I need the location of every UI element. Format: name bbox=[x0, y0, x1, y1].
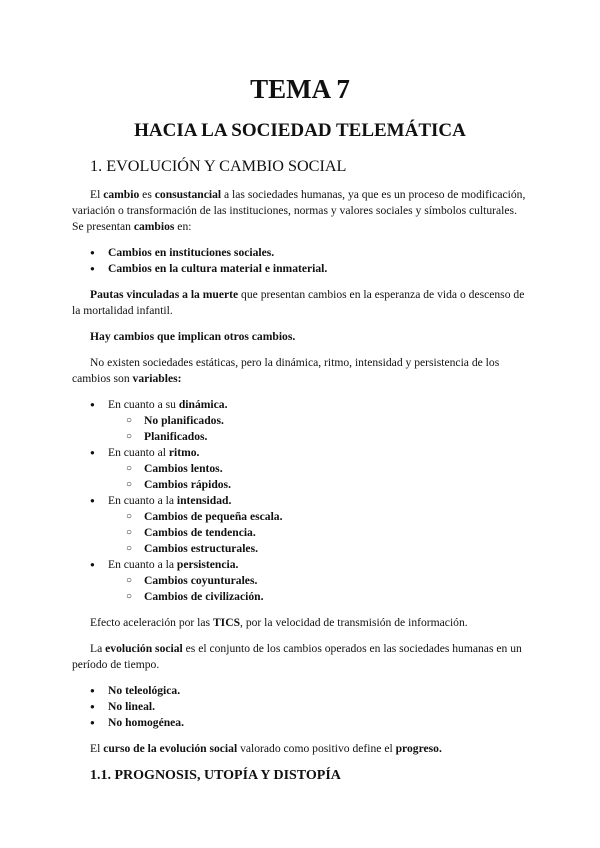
section-heading: 1. EVOLUCIÓN Y CAMBIO SOCIAL bbox=[90, 157, 347, 175]
list-item: ○ Cambios lentos. bbox=[144, 461, 528, 477]
sublist bbox=[108, 413, 528, 445]
list-item: ● En cuanto a la persistencia. ○ Cambios coyunturales. ○ Cambios de civilización. bbox=[108, 557, 528, 605]
sublist bbox=[108, 509, 528, 557]
list-item: ○ Cambios de pequeña escala. bbox=[144, 509, 528, 525]
list-item: ○ Cambios rápidos. bbox=[144, 477, 528, 493]
sublist bbox=[108, 573, 528, 605]
paragraph-pautas: Pautas vinculadas a la muerte que presentan cambios en la esperanza de vida o descenso de la mortalidad infantil. bbox=[72, 288, 525, 317]
paragraph-evolucion-social: La evolución social es el conjunto de los cambios operados en las sociedades humanas en un período de tiempo. bbox=[72, 642, 522, 671]
list-item: ○ Cambios estructurales. bbox=[144, 541, 528, 557]
paragraph-tics: Efecto aceleración por las TICS, por la velocidad de transmisión de información. bbox=[90, 616, 468, 629]
list-item: ● En cuanto al ritmo. ○ Cambios lentos. ○ Cambios rápidos. bbox=[108, 445, 528, 493]
list-item: ○ Planificados. bbox=[144, 429, 528, 445]
list-item: ● En cuanto a la intensidad. ○ Cambios de pequeña escala. ○ Cambios de tendencia. ○ Cambios estructurales. bbox=[108, 493, 528, 557]
page-title: TEMA 7 bbox=[250, 74, 350, 104]
list-item: ● Cambios en instituciones sociales. bbox=[108, 245, 528, 261]
sublist bbox=[108, 461, 528, 493]
paragraph-progreso: El curso de la evolución social valorado como positivo define el progreso. bbox=[90, 742, 442, 755]
paragraph-cambios-implican: Hay cambios que implican otros cambios. bbox=[90, 330, 296, 343]
list-item: ● No lineal. bbox=[108, 699, 528, 715]
list-item: ● No teleológica. bbox=[108, 683, 528, 699]
list-item: ● No homogénea. bbox=[108, 715, 528, 731]
list-item: ○ No planificados. bbox=[144, 413, 528, 429]
paragraph-variables: No existen sociedades estáticas, pero la dinámica, ritmo, intensidad y persistencia de los cambios son variables: bbox=[72, 356, 500, 385]
list-cambios bbox=[72, 245, 528, 277]
subsection-heading: 1.1. PROGNOSIS, UTOPÍA Y DISTOPÍA bbox=[90, 768, 341, 783]
list-item: ○ Cambios de tendencia. bbox=[144, 525, 528, 541]
list-item: ○ Cambios de civilización. bbox=[144, 589, 528, 605]
list-item: ● En cuanto a su dinámica. ○ No planificados. ○ Planificados. bbox=[108, 397, 528, 445]
list-evolucion bbox=[72, 683, 528, 731]
list-item: ○ Cambios coyunturales. bbox=[144, 573, 528, 589]
list-variables bbox=[72, 397, 528, 605]
page-subtitle: HACIA LA SOCIEDAD TELEMÁTICA bbox=[134, 120, 466, 141]
list-item: ● Cambios en la cultura material e inmaterial. bbox=[108, 261, 528, 277]
paragraph-cambio: El cambio es consustancial a las sociedades humanas, ya que es un proceso de modificación, variación o transformación de las instituciones, normas y valores sociales y símbolos culturales. Se presentan cambios en: bbox=[72, 188, 526, 233]
